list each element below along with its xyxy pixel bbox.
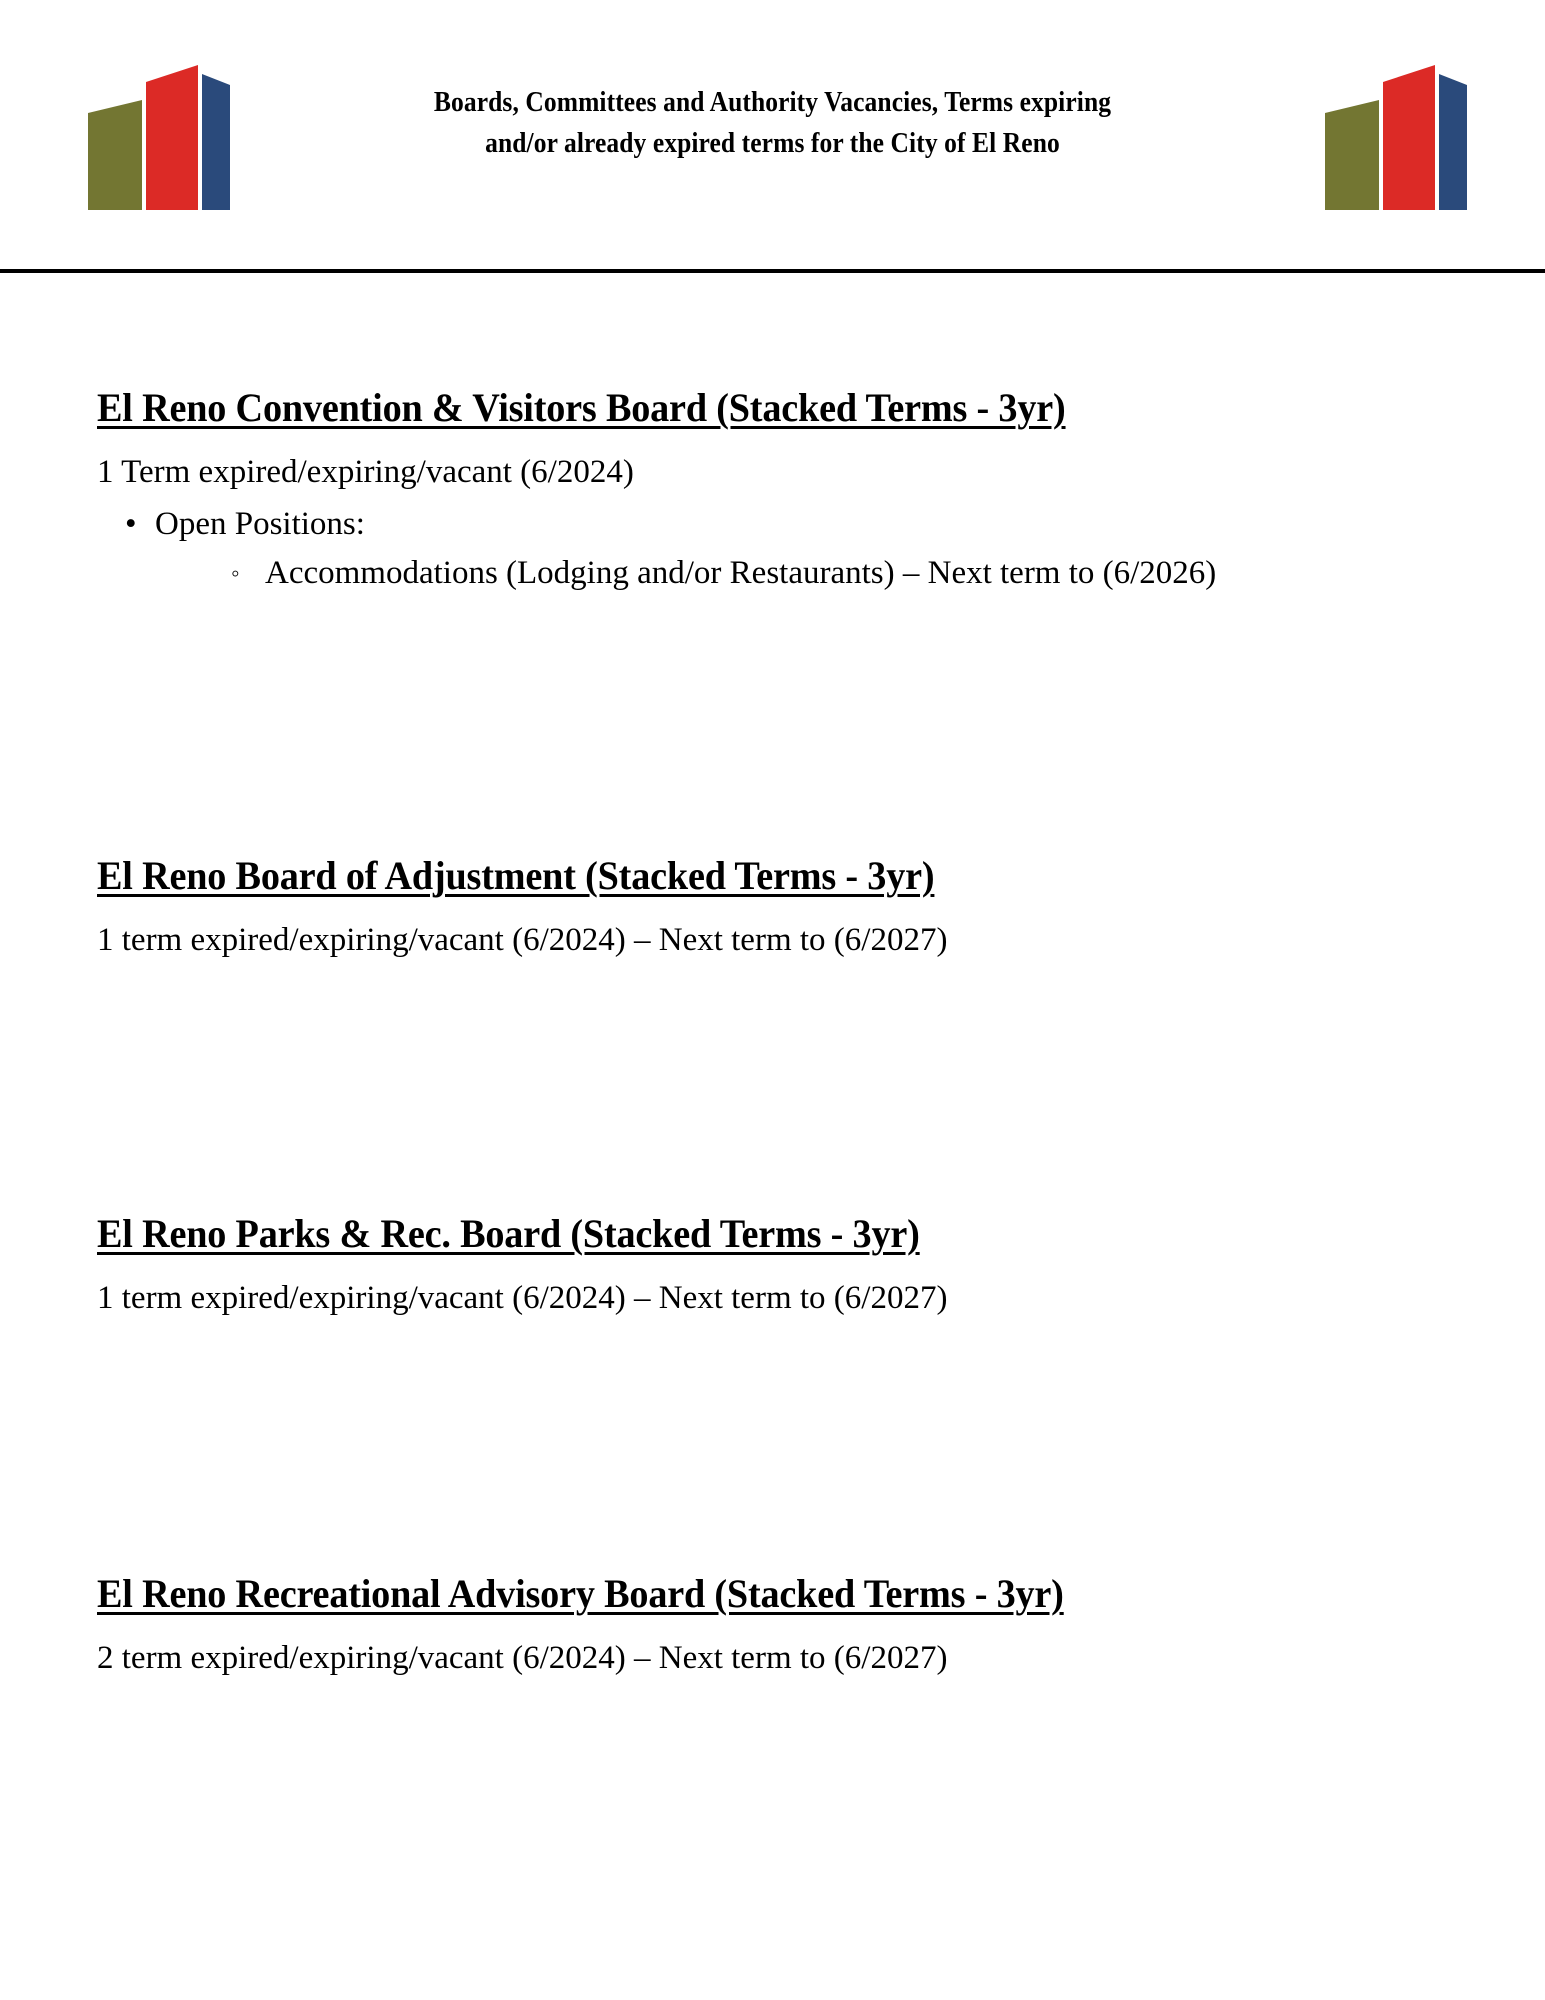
section-heading: El Reno Parks & Rec. Board (Stacked Terms - 3yr) bbox=[97, 1211, 920, 1256]
page-title-line-1: Boards, Committees and Authority Vacancies, Terms expiring bbox=[433, 86, 1112, 118]
section-recreational-advisory-board bbox=[97, 1570, 1457, 1683]
logo-building-olive-left bbox=[88, 100, 142, 210]
header-divider-rule bbox=[0, 269, 1545, 273]
section-convention-visitors-board bbox=[97, 384, 1457, 598]
page-title-line-2: and/or already expired terms for the City of El Reno bbox=[485, 127, 1060, 160]
section-intro-line: 2 term expired/expiring/vacant (6/2024) – Next term to (6/2027) bbox=[97, 1640, 948, 1677]
city-of-el-reno-logo-left bbox=[78, 36, 230, 210]
section-parks-and-rec-board bbox=[97, 1210, 1457, 1323]
list-item bbox=[155, 550, 1457, 598]
logo-building-olive-right bbox=[1325, 100, 1379, 210]
bullet-marker-icon: • bbox=[125, 505, 137, 542]
open-positions-sublist bbox=[155, 550, 1457, 598]
logo-building-red-right bbox=[1383, 65, 1435, 210]
section-intro-line: 1 term expired/expiring/vacant (6/2024) – Next term to (6/2027) bbox=[97, 922, 948, 959]
section-board-of-adjustment bbox=[97, 852, 1457, 965]
logo-building-navy-right bbox=[1439, 74, 1467, 210]
document-header bbox=[0, 0, 1545, 272]
page-title bbox=[295, 36, 1250, 164]
section-heading: El Reno Recreational Advisory Board (Stacked Terms - 3yr) bbox=[97, 1571, 1064, 1616]
section-heading: El Reno Board of Adjustment (Stacked Terms - 3yr) bbox=[97, 853, 935, 898]
section-intro-line: 1 term expired/expiring/vacant (6/2024) – Next term to (6/2027) bbox=[97, 1280, 948, 1317]
list-item-label: Accommodations (Lodging and/or Restaurants) – Next term to (6/2026) bbox=[265, 555, 1217, 592]
list-item bbox=[97, 501, 1457, 598]
header-inner bbox=[0, 36, 1545, 216]
logo-building-navy-left bbox=[202, 74, 230, 210]
city-of-el-reno-logo-right bbox=[1315, 36, 1467, 210]
hollow-bullet-marker-icon: ◦ bbox=[231, 561, 240, 588]
list-item-label: Open Positions: bbox=[155, 505, 365, 542]
section-heading: El Reno Convention & Visitors Board (Stacked Terms - 3yr) bbox=[97, 385, 1066, 430]
open-positions-list bbox=[97, 501, 1457, 598]
logo-building-red-left bbox=[146, 65, 198, 210]
section-intro-line: 1 Term expired/expiring/vacant (6/2024) bbox=[97, 454, 634, 491]
